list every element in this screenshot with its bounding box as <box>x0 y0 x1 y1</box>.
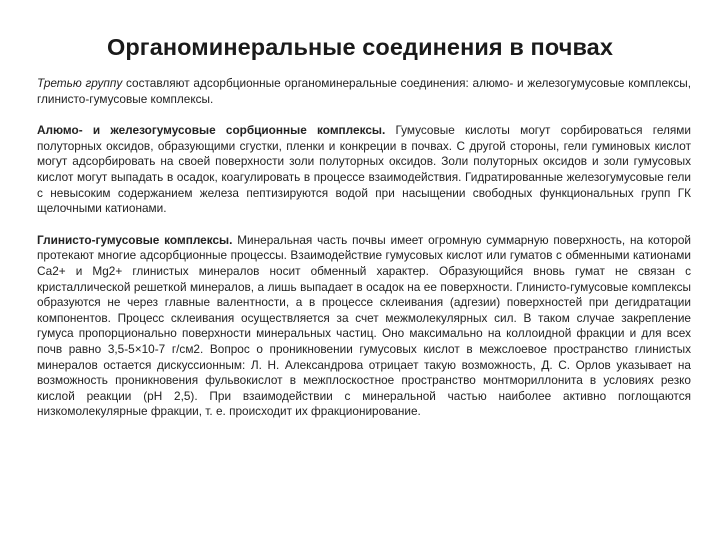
paragraph-lead: Третью группу <box>37 76 123 90</box>
paragraph-lead: Глинисто-гумусовые комплексы. <box>37 232 233 247</box>
paragraph-text: составляют адсорбционные органоминеральные соединения: алюмо- и железогумусовые комплексы, глинисто-гумусовые комплексы. <box>37 76 692 106</box>
slide-body <box>37 76 691 436</box>
slide-title: Органоминеральные соединения в почвах <box>106 34 614 60</box>
paragraph-text: Минеральная часть почвы имеет огромную суммарную поверхность, на которой протекают многие адсорбционные процессы. Взаимодействие гумусовых кислот или гуматов с обменными катионами Са2+ и Mg2+ глинистых минералов носит обменный характер. Образующийся вновь гумат не связан с кристаллической решеткой минералов, а лишь выпадает в осадок на ее поверхности. Глинисто-гумусовые комплексы образуются не через главные валентности, а в процессе склеивания (адгезии) поверхностей при дегидратации компонентов. Процесс склеивания осуществляется за счет межмолекулярных сил. В таком случае закрепление гумуса пропорционально поверхности минеральных частиц. Оно максимально на коллоидной фракции и для всех почв равно 3,5-5×10-7 г/см2. Вопрос о проникновении гумусовых кислот в межслоевое пространство глинистых минералов остается дискуссионным: Л. Н. Александрова отрицает такую возможность, Д. С. Орлов указывает на возможность проникновения фульвокислот в межплоскостное пространство монтмориллонита в условиях резко кислой реакции (рН 2,5). При взаимодействии с минеральной частью наиболее активно поглощаются низкомолекулярные фракции, т. е. происходит их фракционирование. <box>37 232 691 419</box>
paragraph-alumo-iron-complexes <box>37 123 691 217</box>
paragraph-lead: Алюмо- и железогумусовые сорбционные комплексы. <box>37 123 386 138</box>
paragraph-clay-humus-complexes <box>37 233 691 420</box>
paragraph-third-group <box>37 76 691 107</box>
paragraph-text: Гумусовые кислоты могут сорбироваться гелями полуторных оксидов, образующими сгустки, пленки и конкреции в почвах. С другой стороны, гели гуминовых кислот могут адсорбировать на своей поверхности золи полуторных оксидов. Золи полуторных оксидов и золи гумусовых кислот могут выпадать в осадок, коагулировать в процессе взаимодействия. Гидратированные железогумусовые гели с невысоким содержанием железа пептизируются водой при насыщении свободных функциональных групп ГК щелочными катионами. <box>37 123 691 216</box>
